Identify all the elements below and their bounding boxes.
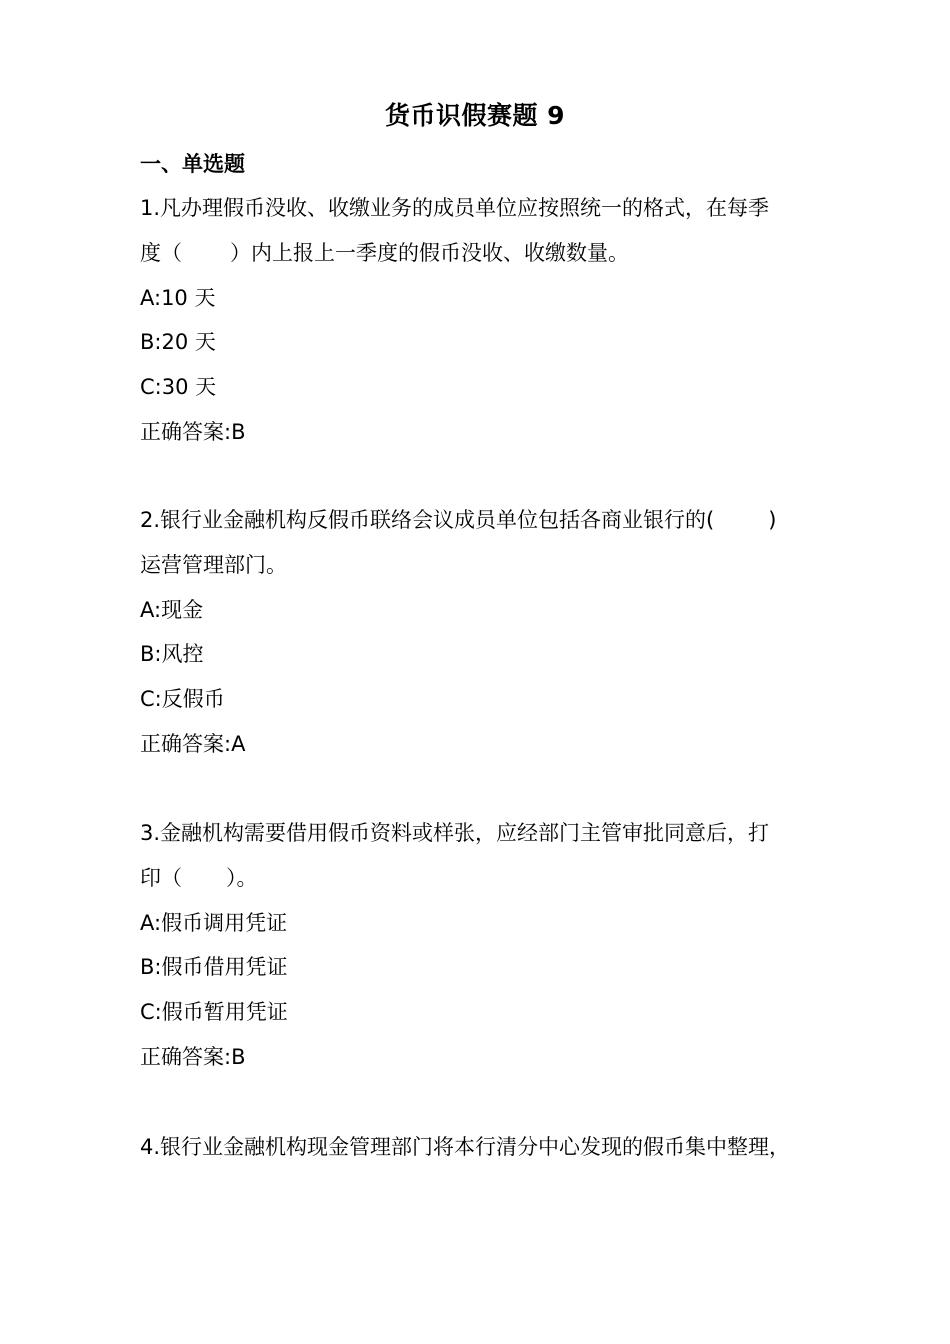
correct-answer: 正确答案:B [140, 419, 246, 444]
question-stem-line [140, 498, 830, 543]
stem-fragment: ）内上报上一季度的假币没收、收缴数量。 [230, 240, 629, 265]
section-heading: 一、单选题 [140, 152, 245, 176]
stem-fragment: 印（ [140, 865, 182, 890]
document-title: 货币识假赛题 9 [384, 101, 566, 130]
question-4 [140, 1125, 830, 1170]
stem-fragment: 2.银行业金融机构反假币联络会议成员单位包括各商业银行的( [140, 508, 715, 532]
question-stem: 3.金融机构需要借用假币资料或样张，应经部门主管审批同意后，打 [140, 821, 770, 845]
option-b: B:假币借用凭证 [140, 955, 288, 980]
correct-answer: 正确答案:B [140, 1044, 246, 1069]
question-3 [140, 811, 830, 1080]
option-c: C:反假币 [140, 687, 225, 712]
option-c: C:假币暂用凭证 [140, 1000, 288, 1025]
question-2 [140, 498, 830, 767]
stem-fragment: ) [768, 508, 777, 532]
option-a: A:现金 [140, 597, 204, 622]
stem-fragment: ）。 [226, 865, 258, 890]
question-stem-line [140, 856, 830, 901]
option-a: A:假币调用凭证 [140, 910, 288, 935]
option-a: A:10 天 [140, 285, 216, 310]
option-b: B:20 天 [140, 330, 216, 355]
option-b: B:风控 [140, 642, 204, 667]
option-c: C:30 天 [140, 375, 217, 400]
question-stem-line [140, 231, 830, 276]
correct-answer: 正确答案:A [140, 731, 246, 756]
question-1 [140, 186, 830, 455]
question-stem: 运营管理部门。 [140, 552, 287, 577]
stem-fragment: 度（ [140, 240, 182, 265]
question-stem: 1.凡办理假币没收、收缴业务的成员单位应按照统一的格式，在每季 [140, 196, 770, 220]
question-stem: 4.银行业金融机构现金管理部门将本行清分中心发现的假币集中整理， [140, 1135, 791, 1159]
